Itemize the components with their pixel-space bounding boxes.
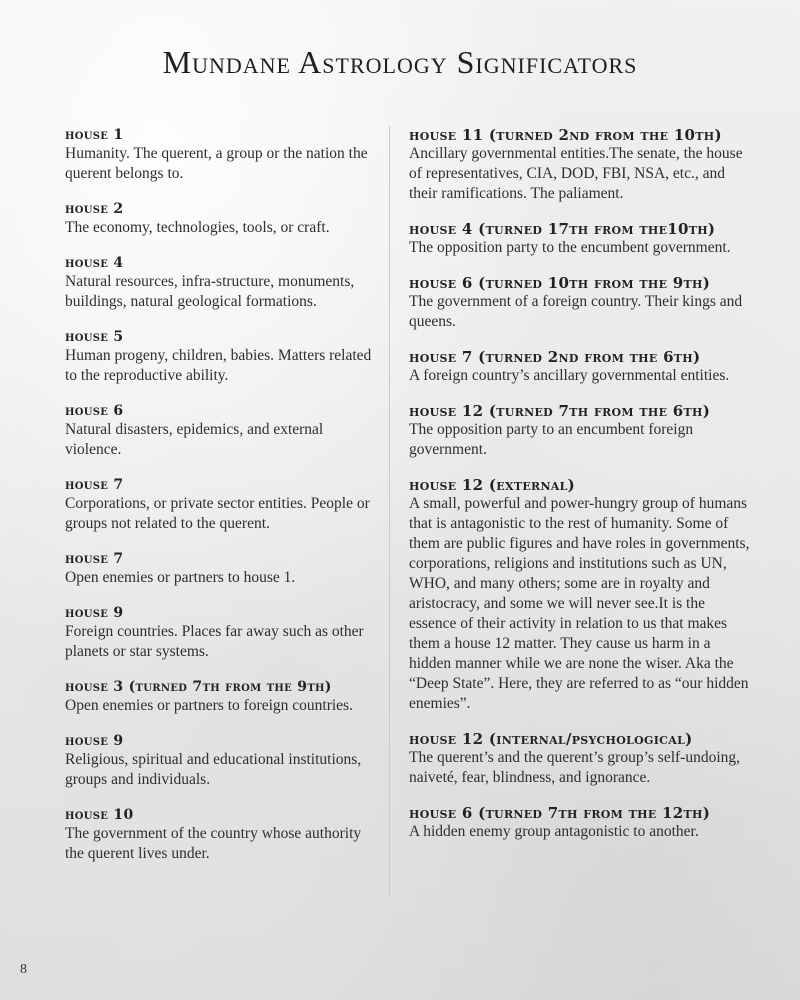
entry-heading: house 7 (turned 2nd from the 6th) (409, 348, 701, 366)
entry-heading: house 9 (65, 605, 124, 621)
entry-text: Open enemies or partners to foreign countries. (65, 697, 353, 714)
right-column (409, 126, 754, 858)
significator-entry (65, 476, 380, 534)
entry-heading: house 12 (external) (409, 476, 576, 494)
entry-text: A hidden enemy group antagonistic to another. (409, 823, 699, 840)
significator-entry (65, 806, 380, 864)
significator-entry (65, 200, 380, 238)
entry-text: The government of the country whose authority the querent lives under. (65, 825, 362, 862)
left-column (65, 126, 380, 880)
entry-heading: house 5 (65, 329, 124, 345)
entry-text: Ancillary governmental entities.The senate, the house of representatives, CIA, DOD, FBI, NSA, etc., and their ramifications. The paliament. (409, 145, 743, 202)
entry-text: Human progeny, children, babies. Matters related to the reproductive ability. (65, 347, 372, 384)
entry-text: The economy, technologies, tools, or craft. (65, 219, 330, 236)
entry-heading: house 11 (turned 2nd from the 10th) (409, 126, 722, 144)
entry-text: The querent’s and the querent’s group’s self-undoing, naiveté, fear, blindness, and ignorance. (409, 749, 741, 786)
entry-text: The opposition party to the encumbent government. (409, 239, 731, 256)
entry-text: Humanity. The querent, a group or the nation the querent belongs to. (65, 145, 368, 182)
significator-entry (409, 274, 754, 332)
entry-heading: house 6 (65, 403, 124, 419)
entry-text: The government of a foreign country. Their kings and queens. (409, 293, 743, 330)
entry-heading: house 1 (65, 127, 124, 143)
significator-entry (65, 550, 380, 588)
entry-text: Religious, spiritual and educational institutions, groups and individuals. (65, 751, 362, 788)
significator-entry (65, 402, 380, 460)
entry-text: A foreign country’s ancillary governmental entities. (409, 367, 730, 384)
page-title: Mundane Astrology Significators (162, 44, 638, 80)
entry-heading: house 7 (65, 477, 124, 493)
significator-entry (409, 476, 754, 714)
entry-heading: house 10 (65, 807, 134, 823)
entry-text: The opposition party to an encumbent foreign government. (409, 421, 694, 458)
entry-heading: house 12 (internal/psychological) (409, 730, 693, 748)
significator-entry (409, 730, 754, 788)
entry-heading: house 9 (65, 733, 124, 749)
significator-entry (65, 604, 380, 662)
entry-heading: house 7 (65, 551, 124, 567)
entry-heading: house 4 (65, 255, 124, 271)
entry-text: Natural resources, infra-structure, monuments, buildings, natural geological formations. (65, 273, 355, 310)
column-divider (389, 126, 390, 896)
significator-entry (409, 348, 754, 386)
significator-entry (409, 126, 754, 204)
entry-heading: house 2 (65, 201, 124, 217)
entry-text: Foreign countries. Places far away such as other planets or star systems. (65, 623, 364, 660)
significator-entry (65, 678, 380, 716)
significator-entry (65, 126, 380, 184)
entry-heading: house 6 (turned 10th from the 9th) (409, 274, 711, 292)
entry-heading: house 3 (turned 7th from the 9th) (65, 679, 332, 695)
entry-heading: house 12 (turned 7th from the 6th) (409, 402, 711, 420)
entry-text: Open enemies or partners to house 1. (65, 569, 296, 586)
entry-heading: house 4 (turned 17th from the10th) (409, 220, 716, 238)
significator-entry (65, 254, 380, 312)
significator-entry (409, 402, 754, 460)
entry-text: Corporations, or private sector entities. People or groups not related to the querent. (65, 495, 370, 532)
significator-entry (65, 328, 380, 386)
significator-entry (409, 804, 754, 842)
significator-entry (65, 732, 380, 790)
entry-text: Natural disasters, epidemics, and external violence. (65, 421, 324, 458)
entry-heading: house 6 (turned 7th from the 12th) (409, 804, 711, 822)
page-number: 8 (20, 962, 27, 977)
entry-text: A small, powerful and power-hungry group of humans that is antagonistic to the rest of humanity. Some of them are public figures and have roles in governments, corporations, religions and institutions such as UN, WHO, and many others; some are in royalty and aristocracy, and some we will never see.It is the essence of their activity in relation to us that makes them a house 12 matter. They cause us harm in a hidden manner while we are none the wiser. Aka the “Deep State”. Here, they are referred to as “our hidden enemies”. (409, 495, 750, 712)
significator-entry (409, 220, 754, 258)
